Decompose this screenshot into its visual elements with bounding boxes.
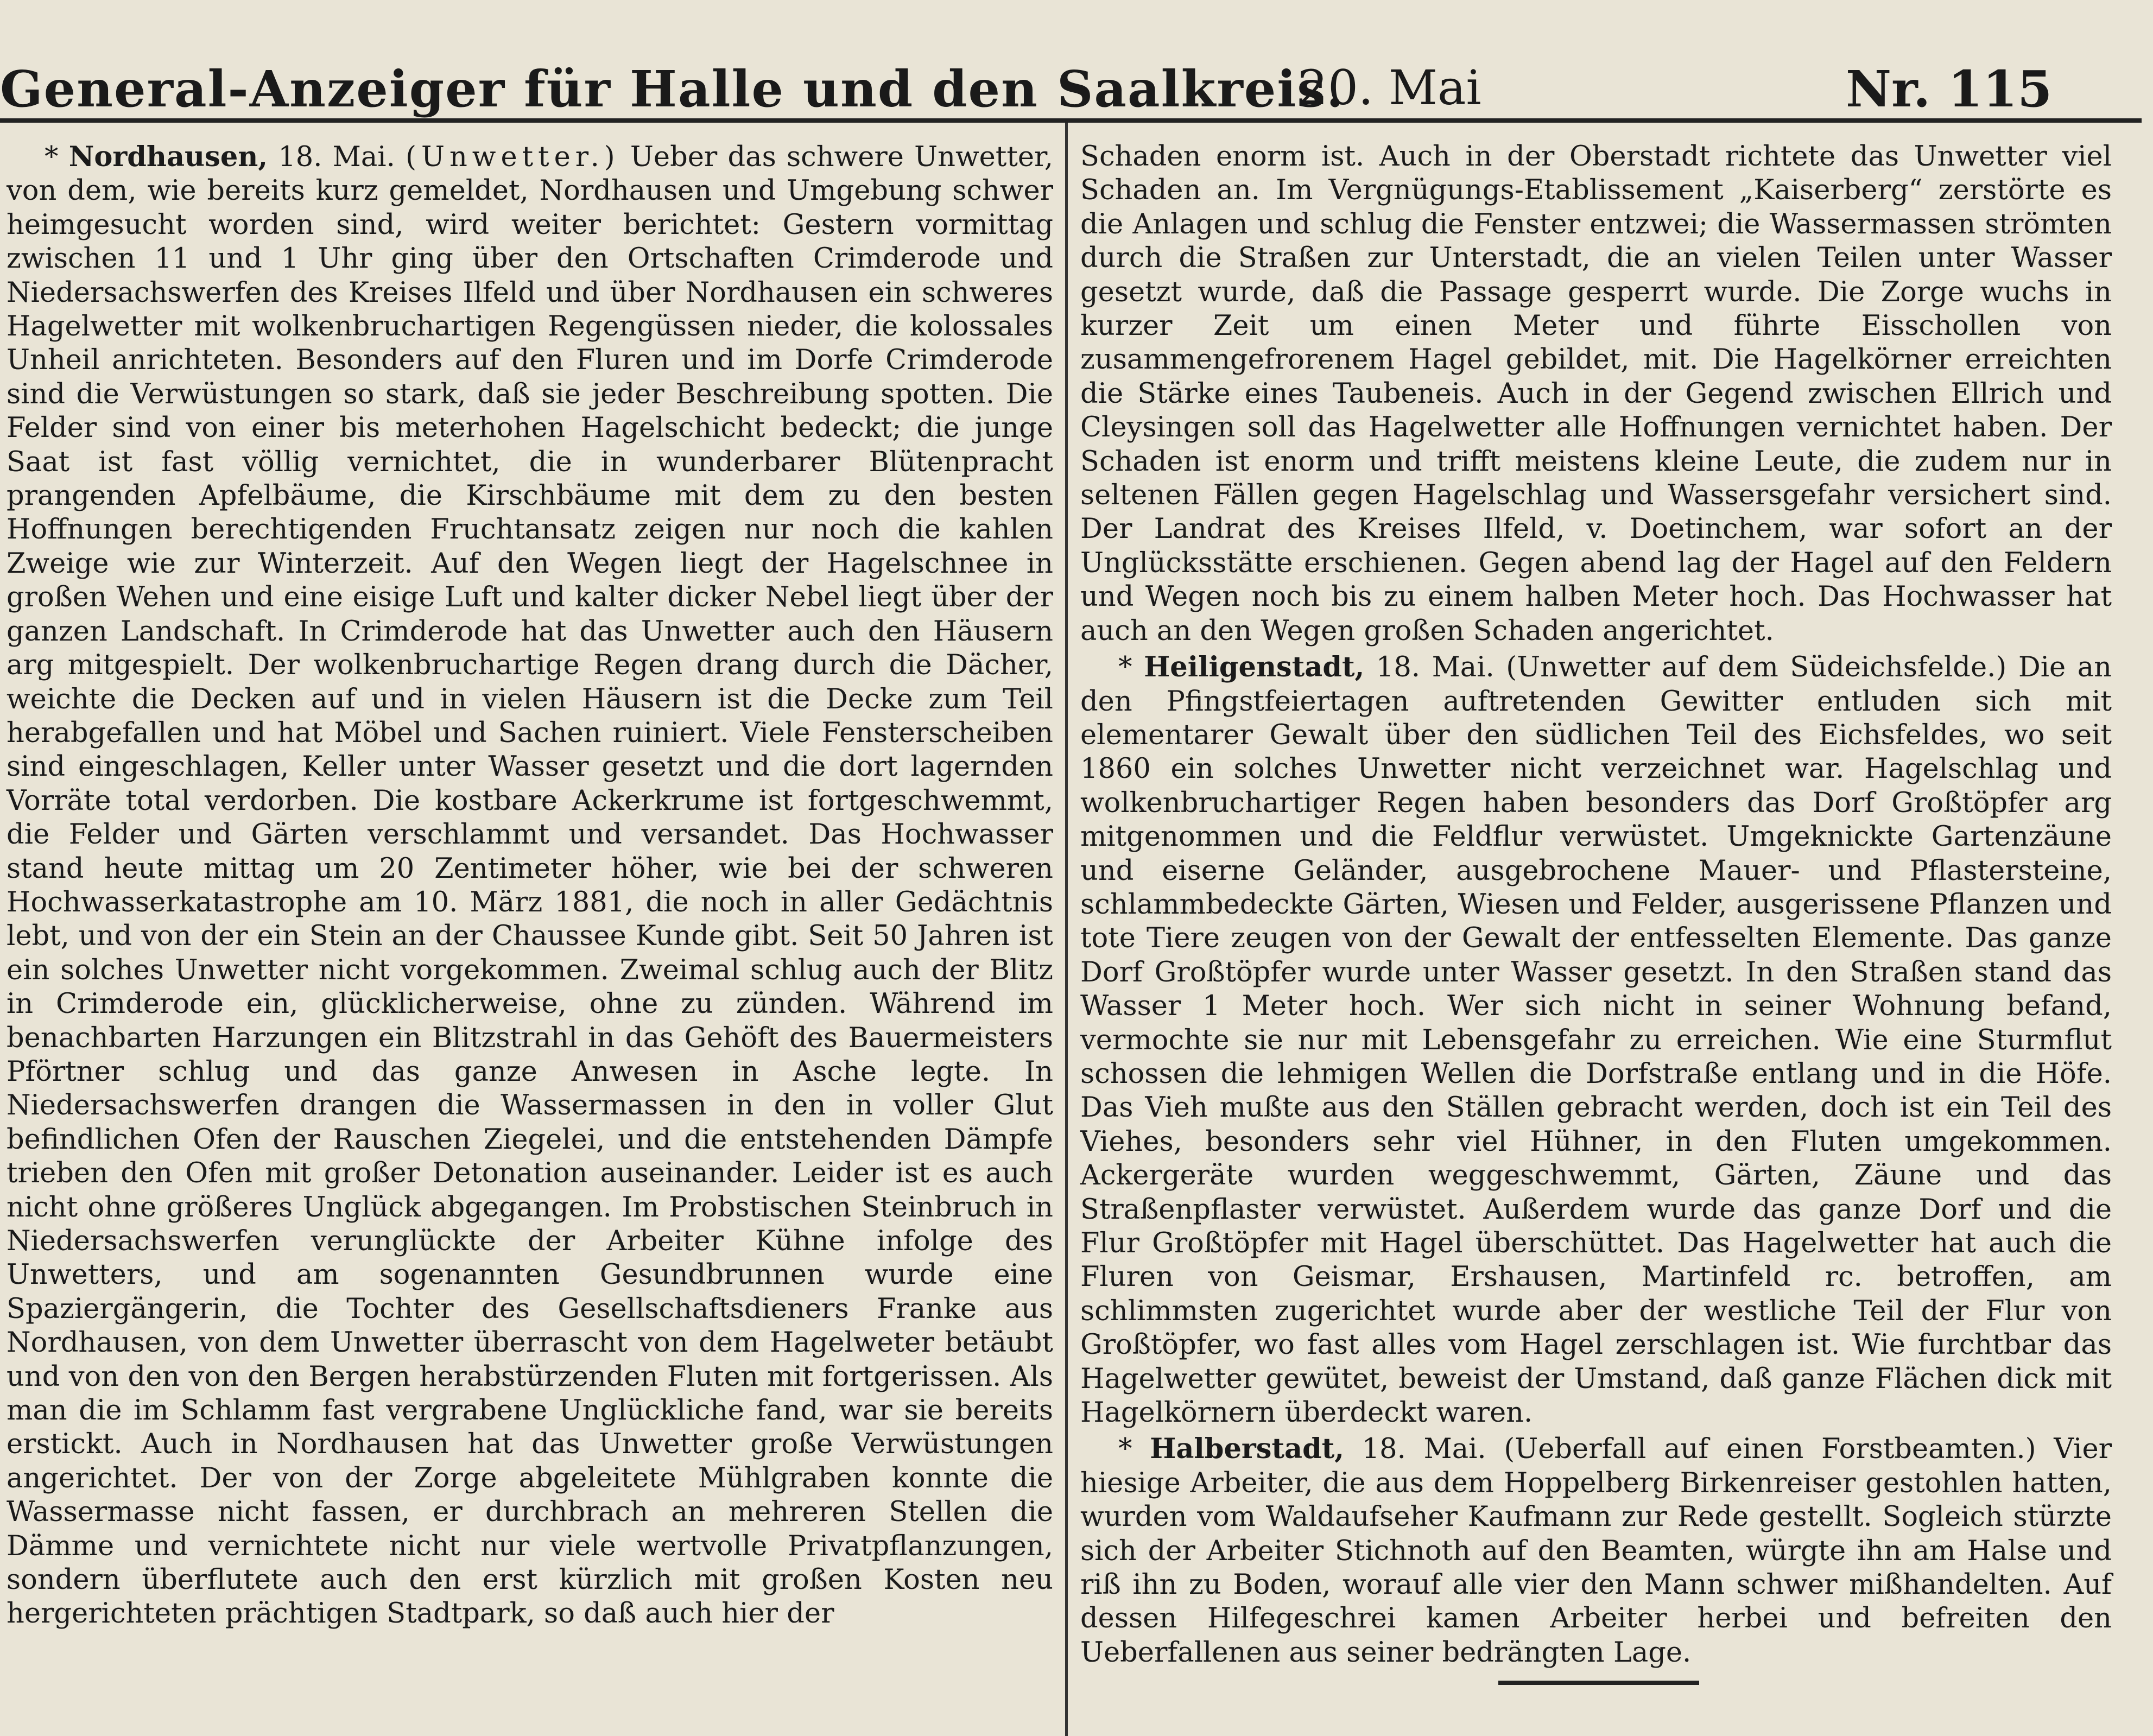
column-divider bbox=[1065, 123, 1068, 1736]
dateline-date: 18. Mai. bbox=[1362, 1433, 1486, 1466]
dateline-date: 18. Mai. bbox=[278, 141, 395, 173]
article-heiligenstadt bbox=[1080, 650, 2112, 1430]
dateline-place: Halberstadt, bbox=[1150, 1433, 1345, 1466]
article-topic: (Unwetter auf dem Südeichsfelde.) bbox=[1506, 651, 2007, 684]
article-marker: * bbox=[1118, 651, 1132, 684]
article-halberstadt bbox=[1080, 1432, 2112, 1670]
article-marker: * bbox=[45, 141, 59, 173]
article-body: Die an den Pfingstfeiertagen auftretenden Gewitter entluden sich mit elementarer Gewalt über den südlichen Teil des Eichsfeldes, wo seit 1860 ein solches Unwetter nicht verzeichnet war. Hagelschlag und wolkenbruchartiger Regen haben besonders das Dorf Großtöpfer arg mitgenommen und die Feldflur verwüstet. Umgeknickte Gartenzäune und eiserne Geländer, ausgebrochene Mauer- und Pflastersteine, schlammbedeckte Gärten, Wiesen und Felder, ausgerissene Pflanzen und tote Tiere zeugen von der Gewalt der entfesselten Elemente. Das ganze Dorf Großtöpfer wurde unter Wasser gesetzt. In den Straßen stand das Wasser 1 Meter hoch. Wer sich nicht in seiner Wohnung befand, vermochte sie nur mit Lebensgefahr zu erreichen. Wie eine Sturmflut schossen die lehmigen Wellen die Dorfstraße entlang und in die Höfe. Das Vieh mußte aus den Ställen gebracht werden, doch ist ein Teil des Viehes, besonders sehr viel Hühner, in den Fluten umgekommen. Ackergeräte wurden weggeschwemmt, Gärten, Zäune und das Straßenpflaster verwüstet. Außerdem wurde das ganze Dorf und die Flur Großtöpfer mit Hagel überschüttet. Das Hagelwetter hat auch die Fluren von Geismar, Ershausen, Martinfeld rc. betroffen, am schlimmsten zugerichtet wurde aber der westliche Teil der Flur von Großtöpfer, wo fast alles vom Hagel zerschlagen ist. Wie furchtbar das Hagelwetter gewütet, beweist der Umstand, daß ganze Flächen dick mit Hagelkörnern überdeckt waren. bbox=[1080, 651, 2112, 1429]
masthead: General-Anzeiger für Halle und den Saalkreis. bbox=[0, 60, 1345, 118]
article-body: Vier hiesige Arbeiter, die aus dem Hoppelberg Birkenreiser gestohlen hatten, wurden vom Waldaufseher Kaufmann zur Rede gestellt. Sogleich stürzte sich der Arbeiter Stichnoth auf den Beamten, würgte ihn am Halse und riß ihn zu Boden, worauf alle vier den Mann schwer mißhandelten. Auf dessen Hilfegeschrei kamen Arbeiter herbei und befreiten den Ueberfallenen aus seiner bedrängten Lage. bbox=[1080, 1433, 2112, 1669]
article-marker: * bbox=[1118, 1433, 1132, 1466]
header-rule bbox=[0, 118, 2142, 123]
article-continuation: Schaden enorm ist. Auch in der Oberstadt richtete das Unwetter viel Schaden an. Im Vergnügungs-Etablissement „Kaiserberg“ zerstörte es die Anlagen und schlug die Fenster entzwei; die Wassermassen strömten durch die Straßen zur Unterstadt, die an vielen Teilen unter Wasser gesetzt wurde, daß die Passage gesperrt wurde. Die Zorge wuchs in kurzer Zeit um einen Meter und führte Eisschollen von zusammengefrorenem Hagel gebildet, mit. Die Hagelkörner erreichten die Stärke eines Taubeneis. Auch in der Gegend zwischen Ellrich und Cleysingen soll das Hagelwetter alle Hoffnungen vernichtet haben. Der Schaden ist enorm und trifft meistens kleine Leute, die zudem nur in seltenen Fällen gegen Hagelschlag und Wassersgefahr versichert sind. Der Landrat des Kreises Ilfeld, v. Doetinchem, war sofort an der Unglücksstätte erschienen. Gegen abend lag der Hagel auf den Feldern und Wegen noch bis zu einem halben Meter hoch. Das Hochwasser hat auch an den Wegen großen Schaden angerichtet. bbox=[1080, 141, 2112, 647]
article-nordhausen bbox=[7, 140, 1053, 1631]
dateline-place: Heiligenstadt, bbox=[1144, 651, 1365, 684]
dateline-date: 18. Mai. bbox=[1376, 651, 1495, 684]
article-topic: (Ueberfall auf einen Forstbeamten.) bbox=[1504, 1433, 2036, 1466]
dateline-place: Nordhausen, bbox=[68, 141, 268, 173]
article-body: Ueber das schwere Unwetter, von dem, wie bereits kurz gemeldet, Nordhausen und Umgebung schwer heimgesucht worden sind, wird weiter berichtet: Gestern vormittag zwischen 11 und 1 Uhr ging über den Ortschaften Crimderode und Niedersachswerfen des Kreises Ilfeld und über Nordhausen ein schweres Hagelwetter mit wolkenbruchartigen Regengüssen nieder, die kolossales Unheil anrichteten. Besonders auf den Fluren und im Dorfe Crimderode sind die Verwüstungen so stark, daß sie jeder Beschreibung spotten. Die Felder sind von einer bis meterhohen Hagelschicht bedeckt; die junge Saat ist fast völlig vernichtet, die in wunderbarer Blütenpracht prangenden Apfelbäume, die Kirschbäume mit dem zu den besten Hoffnungen berechtigenden Fruchtansatz zeigen nur noch die kahlen Zweige wie zur Winterzeit. Auf den Wegen liegt der Hagelschnee in großen Wehen und eine eisige Luft und kalter dicker Nebel liegt über der ganzen Landschaft. In Crimderode hat das Unwetter auch den Häusern arg mitgespielt. Der wolkenbruchartige Regen drang durch die Dächer, weichte die Decken auf und in vielen Häusern ist die Decke zum Teil herabgefallen und hat Möbel und Sachen ruiniert. Viele Fensterscheiben sind eingeschlagen, Keller unter Wasser gesetzt und die dort lagernden Vorräte total verdorben. Die kostbare Ackerkrume ist fortgeschwemmt, die Felder und Gärten verschlammt und versandet. Das Hochwasser stand heute mittag um 20 Zentimeter höher, wie bei der schweren Hochwasserkatastrophe am 10. März 1881, die noch in aller Gedächtnis lebt, und von der ein Stein an der Chaussee Kunde gibt. Seit 50 Jahren ist ein solches Unwetter nicht vorgekommen. Zweimal schlug auch der Blitz in Crimderode ein, glücklicherweise, ohne zu zünden. Während im benachbarten Harzungen ein Blitzstrahl in das Gehöft des Bauermeisters Pförtner schlug und das ganze Anwesen in Asche legte. In Niedersachswerfen drangen die Wassermassen in den in voller Glut befindlichen Ofen der Rauschen Ziegelei, und die entstehenden Dämpfe trieben den Ofen mit großer Detonation auseinander. Leider ist es auch nicht ohne größeres Unglück abgegangen. Im Probstischen Steinbruch in Niedersachswerfen verunglückte der Arbeiter Kühne infolge des Unwetters, und am sogenannten Gesundbrunnen wurde eine Spaziergängerin, die Tochter des Gesellschaftsdieners Franke aus Nordhausen, von dem Unwetter überrascht von dem Hagelweter betäubt und von den von den Bergen herabstürzenden Fluten mit fortgerissen. Als man die im Schlamm fast vergrabene Unglückliche fand, war sie bereits erstickt. Auch in Nordhausen hat das Unwetter große Verwüstungen angerichtet. Der von der Zorge abgeleitete Mühlgraben konnte die Wassermasse nicht fassen, er durchbrach an mehreren Stellen die Dämme und vernichtete nicht nur viele wertvolle Privatpflanzungen, sondern überflutete auch den erst kürzlich mit großen Kosten neu hergerichteten prächtigen Stadtpark, so daß auch hier der bbox=[7, 141, 1053, 1630]
left-column bbox=[7, 140, 1053, 1631]
article-topic: (Unwetter.) bbox=[406, 141, 620, 173]
right-column bbox=[1080, 140, 2112, 1670]
issue-date: 20. Mai bbox=[1297, 60, 1481, 116]
issue-number: Nr. 115 bbox=[1846, 60, 2053, 118]
article-end-rule bbox=[1498, 1681, 1699, 1685]
